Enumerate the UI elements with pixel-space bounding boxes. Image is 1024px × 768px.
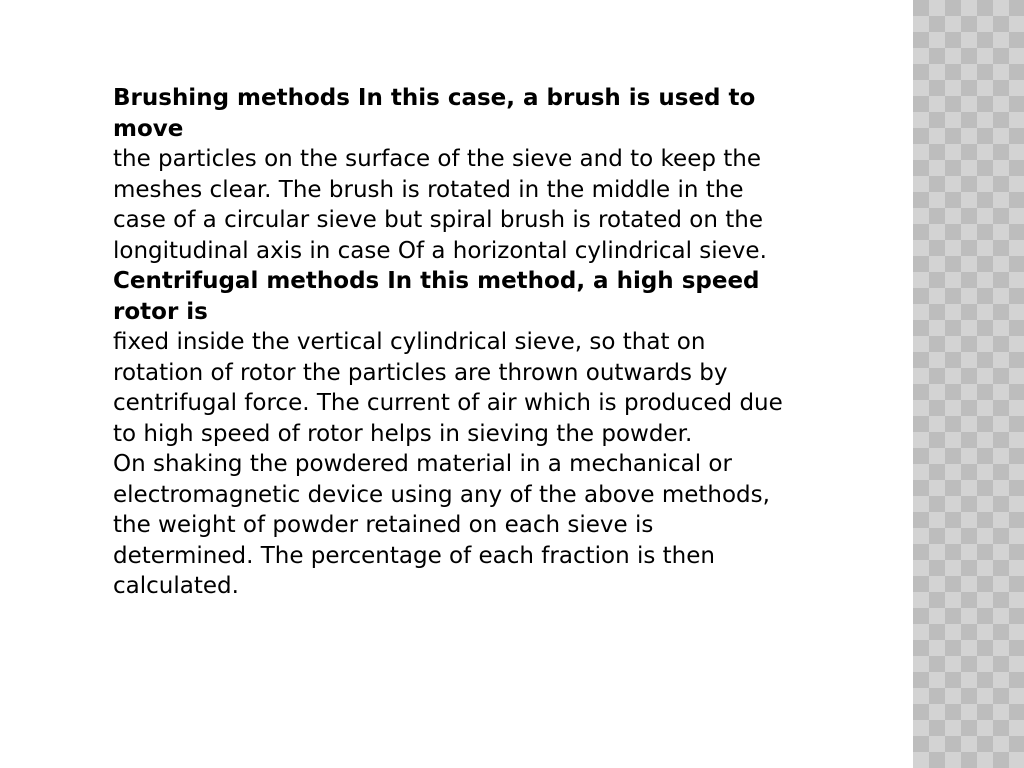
decorative-side-panel [913,0,1024,768]
brushing-methods-text: the particles on the surface of the sieve and to keep the meshes clear. The brush is rotated in the middle in the case of a circular sieve but spiral brush is rotated on the longitudinal axis in case Of a horizontal cylindrical sieve. [113,146,767,264]
slide-body [113,83,793,602]
centrifugal-methods-text: fixed inside the vertical cylindrical sieve, so that on rotation of rotor the particles are thrown outwards by centrifugal force. The current of air which is produced due to high speed of rotor helps in sieving the powder. [113,329,783,447]
centrifugal-methods-heading: Centrifugal methods In this method, a high speed rotor is [113,268,760,325]
brushing-methods-heading: Brushing methods In this case, a brush is used to move [113,85,756,142]
shaking-text: On shaking the powdered material in a mechanical or electromagnetic device using any of the above methods, [113,451,770,508]
weight-calculation-text: the weight of powder retained on each sieve is determined. The percentage of each fraction is then calculated. [113,512,715,599]
